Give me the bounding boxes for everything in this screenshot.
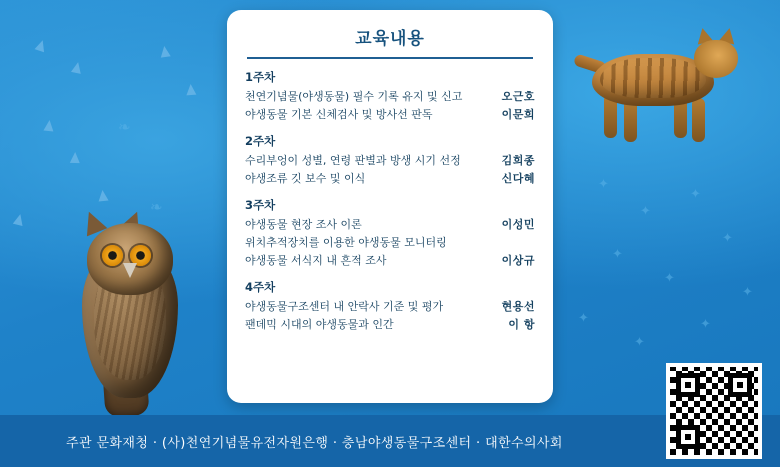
track-arrow-icon (71, 61, 83, 74)
week-block (245, 197, 535, 268)
schedule-row (245, 252, 535, 268)
row-topic: 야생동물 현장 조사 이론 (245, 218, 362, 231)
row-person: 이상규 (501, 254, 535, 267)
track-arrow-icon (159, 45, 170, 57)
track-arrow-icon (70, 152, 80, 163)
week-label: 4주차 (245, 280, 276, 294)
week-block (245, 133, 535, 186)
paw-print-icon: ✦ (578, 311, 589, 326)
footer-organizers: 주관 문화재청 · (사)천연기념물유전자원은행 · 충남야생동물구조센터 · 대한수의사회 (66, 435, 563, 451)
track-arrow-icon (97, 190, 108, 202)
paw-print-icon: ✦ (612, 247, 623, 262)
week-label: 2주차 (245, 134, 276, 148)
week-block (245, 279, 535, 332)
row-topic: 야생동물구조센터 내 안락사 기준 및 평가 (245, 300, 444, 313)
schedule-row (245, 88, 535, 104)
schedule-row (245, 106, 535, 122)
row-person: 이성민 (501, 218, 535, 231)
row-topic: 위치추적장치를 이용한 야생동물 모니터링 (245, 236, 447, 249)
track-arrow-icon (186, 84, 197, 96)
row-person: 김희종 (501, 154, 535, 167)
track-arrow-icon (35, 39, 48, 53)
schedule-row (245, 216, 535, 232)
row-person: 현용선 (501, 300, 535, 313)
paw-print-icon: ✦ (700, 317, 711, 332)
paw-print-icon: ✦ (664, 271, 675, 286)
paw-print-icon: ✦ (598, 177, 609, 192)
paw-print-icon: ✦ (690, 187, 701, 202)
schedule-row (245, 152, 535, 168)
paw-print-icon: ✦ (722, 231, 733, 246)
row-topic: 야생동물 서식지 내 흔적 조사 (245, 254, 387, 267)
wildcat-illustration (566, 14, 756, 134)
owl-beak (123, 263, 137, 278)
schedule-row (245, 298, 535, 314)
qr-finder-icon (728, 373, 752, 397)
week-label: 1주차 (245, 70, 276, 84)
row-person: 오근호 (501, 90, 535, 103)
week-label: 3주차 (245, 198, 276, 212)
row-topic: 수리부엉이 성별, 연령 판별과 방생 시기 선정 (245, 154, 461, 167)
row-topic: 팬데믹 시대의 야생동물과 인간 (245, 318, 394, 331)
row-topic: 야생동물 기본 신체검사 및 방사선 판독 (245, 108, 433, 121)
title-divider (247, 57, 533, 59)
week-block (245, 69, 535, 122)
row-person: 신다혜 (501, 172, 535, 185)
track-arrow-icon (13, 213, 25, 226)
qr-finder-icon (676, 373, 700, 397)
paw-print-icon: ✦ (742, 285, 753, 300)
row-person: 이문희 (501, 108, 535, 121)
wildcat-head (694, 40, 738, 78)
footer-bar (0, 415, 780, 467)
row-topic: 천연기념물(야생동물) 필수 기록 유지 및 신고 (245, 90, 463, 103)
schedule-row (245, 316, 535, 332)
owl-eye (102, 245, 123, 266)
schedule-card (227, 10, 553, 403)
schedule-row (245, 170, 535, 186)
qr-code[interactable] (666, 363, 762, 459)
row-person: 이 항 (508, 318, 535, 331)
paw-print-icon: ❧ (150, 198, 163, 216)
paw-print-icon: ✦ (634, 335, 645, 350)
schedule-row (245, 234, 535, 250)
owl-illustration (60, 205, 200, 405)
row-topic: 야생조류 깃 보수 및 이식 (245, 172, 366, 185)
qr-finder-icon (676, 425, 700, 449)
wildcat-leg (692, 98, 705, 142)
paw-print-icon: ❧ (118, 118, 131, 136)
track-arrow-icon (43, 120, 54, 132)
card-title: 교육내용 (355, 29, 425, 49)
paw-print-icon: ✦ (640, 204, 651, 219)
